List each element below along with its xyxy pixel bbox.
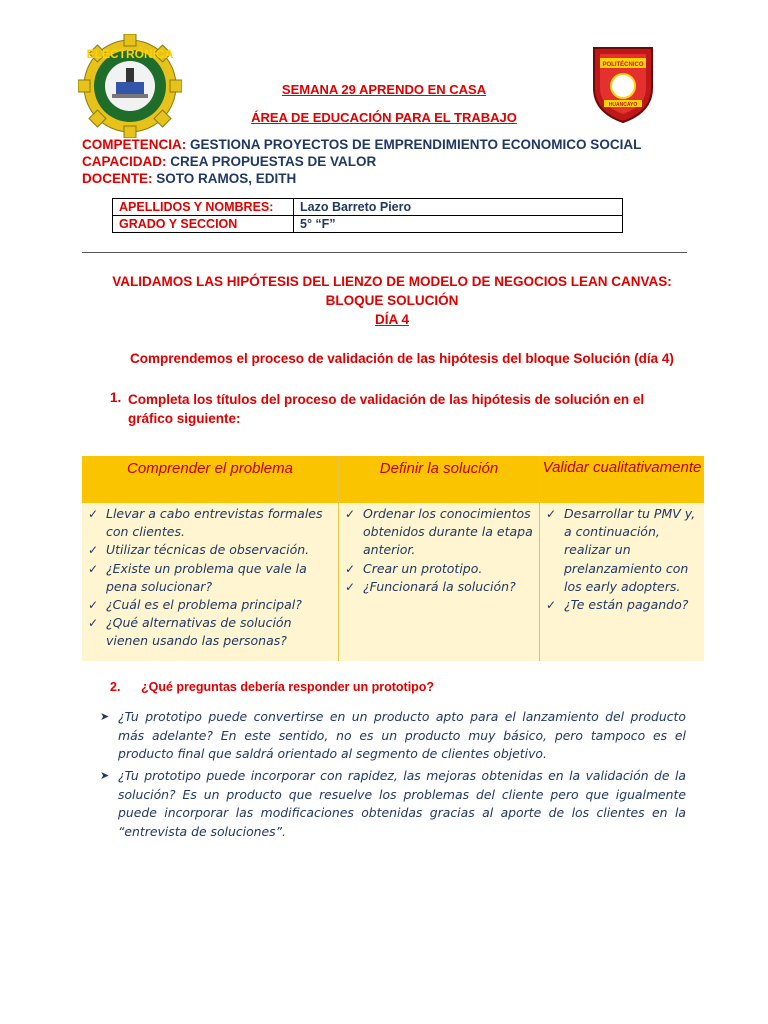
check-icon: ✓ [345, 579, 356, 594]
question1-text: Completa los títulos del proceso de validación de las hipótesis de solución en el gráfico siguiente: [128, 392, 645, 426]
competencia-line: COMPETENCIA: GESTIONA PROYECTOS DE EMPRENDIMIENTO ECONOMICO SOCIAL [82, 137, 642, 152]
question2-text: ¿Qué preguntas debería responder un prototipo? [141, 680, 435, 694]
header-definir: Definir la solución [339, 456, 540, 503]
validation-process-grid [82, 456, 704, 661]
arrow-icon: ➤ [100, 769, 110, 782]
check-icon: ✓ [546, 598, 557, 613]
capacidad-line: CAPACIDAD: CREA PROPUESTAS DE VALOR [82, 154, 377, 169]
check-icon: ✓ [345, 507, 356, 521]
list-item: ✓ Llevar a cabo entrevistas formales con clientes. [88, 506, 323, 540]
list-item: ✓ ¿Qué alternativas de solución vienen usando las personas? [88, 615, 292, 649]
list-item: ✓ ¿Cuál es el problema principal? [86, 596, 332, 614]
list-item: ✓ ¿Funcionará la solución? [343, 578, 533, 596]
answer-2: ➤ ¿Tu prototipo puede incorporar con rapidez, las mejoras obtenidas en la validación de la solución? Es un producto que resuelve los problemas del cliente pero que igualmente puede incorporar las modificaciones obtenidas gracias al aporte de los clientes en la “entrevista de soluciones”. [100, 768, 686, 839]
question2-number: 2. [110, 680, 121, 694]
list-item: ✓ Desarrollar tu PMV y, a continuación, realizar un prelanzamiento con los early adopters. [546, 506, 696, 594]
header-validar: Validar cualitativamente [540, 456, 705, 503]
check-icon: ✓ [88, 598, 99, 613]
name-label: APELLIDOS Y NOMBRES: [113, 199, 294, 216]
svg-text:ELECTRÓNICA: ELECTRÓNICA [86, 47, 174, 61]
grade-label: GRADO Y SECCION [113, 216, 294, 233]
list-item: ✓ ¿Te están pagando? [544, 596, 698, 614]
column-validar [540, 503, 705, 661]
main-title-line2: BLOQUE SOLUCIÓN [325, 293, 459, 308]
main-title-day: DÍA 4 [374, 312, 409, 327]
main-title-line1: VALIDAMOS LAS HIPÓTESIS DEL LIENZO DE MODELO DE NEGOCIOS LEAN CANVAS: [112, 274, 672, 289]
list-item: ✓ Ordenar los conocimientos obtenidos durante la etapa anterior. [345, 506, 533, 558]
check-icon: ✓ [88, 561, 99, 576]
intro-text: Comprendemos el proceso de validación de las hipótesis del bloque Solución (día 4) [130, 351, 674, 366]
header-comprender: Comprender el problema [82, 456, 339, 503]
check-icon: ✓ [88, 543, 99, 558]
list-item: ✓ Utilizar técnicas de observación. [86, 541, 332, 559]
grade-value: 5° “F” [294, 216, 623, 233]
area-heading: ÁREA DE EDUCACIÓN PARA EL TRABAJO [251, 110, 517, 125]
name-value: Lazo Barreto Piero [294, 199, 623, 216]
list-item: ✓ Crear un prototipo. [343, 560, 533, 578]
divider [82, 252, 687, 253]
answer-1: ➤ ¿Tu prototipo puede convertirse en un producto apto para el lanzamiento del producto más adelante? En este sentido, no es un producto muy básico, pero tampoco es el producto final que saldrá orientado al segmento de clientes objetivo. [100, 709, 686, 762]
svg-text:HUANCAYO: HUANCAYO [608, 102, 638, 108]
column-comprender [82, 503, 339, 661]
docente-line: DOCENTE: SOTO RAMOS, EDITH [82, 171, 297, 186]
check-icon: ✓ [345, 561, 356, 576]
arrow-icon: ➤ [100, 710, 110, 723]
column-definir [339, 503, 540, 661]
check-icon: ✓ [546, 507, 557, 521]
check-icon: ✓ [88, 507, 99, 521]
list-item: ✓ ¿Existe un problema que vale la pena solucionar? [88, 560, 307, 594]
question1-number: 1. [110, 390, 122, 405]
week-heading: SEMANA 29 APRENDO EN CASA [281, 82, 487, 97]
check-icon: ✓ [88, 616, 99, 631]
svg-text:POLITÉCNICO: POLITÉCNICO [602, 62, 644, 68]
student-info-table [112, 198, 623, 233]
